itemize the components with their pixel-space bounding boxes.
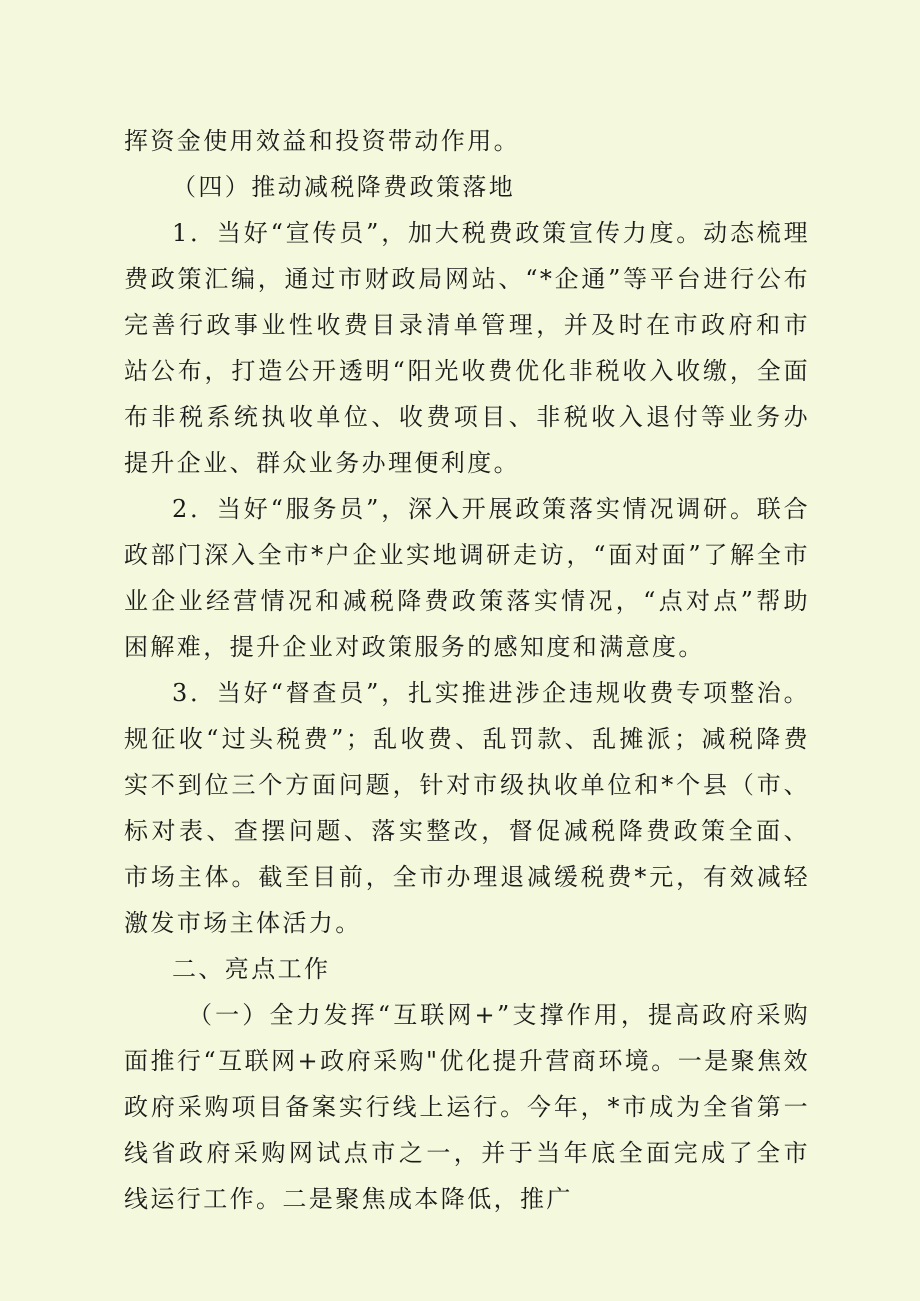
text-line: 费政策汇编，通过市财政局网站、“*企通”等平台进行公布 <box>124 265 810 293</box>
paragraph-first-line: 2．当好“服务员”，深入开展政策落实情况调研。联合 <box>172 495 810 523</box>
document-body <box>124 118 810 1222</box>
section-heading: （四）推动减税降费政策落地 <box>172 173 516 201</box>
text-line: 标对表、查摆问题、落实整改，督促减税降费政策全面、 <box>124 817 810 845</box>
text-line: 规征收“过头税费”；乱收费、乱罚款、乱摊派；减税降费 <box>124 725 810 753</box>
paragraph-first-line: 1．当好“宣传员”，加大税费政策宣传力度。动态梳理 <box>172 219 810 247</box>
text-line: 政府采购项目备案实行线上运行。今年，*市成为全省第一 <box>124 1093 810 1121</box>
text-line: 线运行工作。二是聚焦成本降低，推广 <box>124 1185 573 1213</box>
text-line: 政部门深入全市*户企业实地调研走访，“面对面”了解全市 <box>124 541 810 569</box>
paragraph-first-line: （一）全力发挥“互联网+”支撑作用，提高政府采购 <box>188 1001 810 1029</box>
text-line: 实不到位三个方面问题，针对市级执收单位和*个县（市、 <box>124 771 810 799</box>
text-line: 站公布，打造公开透明“阳光收费优化非税收入收缴，全面 <box>124 357 810 385</box>
text-line: 业企业经营情况和减税降费政策落实情况，“点对点”帮助 <box>124 587 810 615</box>
text-line: 市场主体。截至目前，全市办理退减缓税费*元，有效减轻 <box>124 863 810 891</box>
text-line: 提升企业、群众业务办理便利度。 <box>124 449 520 477</box>
section-heading: 二、亮点工作 <box>172 955 331 983</box>
text-line: 激发市场主体活力。 <box>124 909 362 937</box>
text-line: 完善行政事业性收费目录清单管理，并及时在市政府和市 <box>124 311 810 339</box>
text-line: 布非税系统执收单位、收费项目、非税收入退付等业务办 <box>124 403 810 431</box>
text-line: 挥资金使用效益和投资带动作用。 <box>124 127 520 155</box>
text-line: 困解难，提升企业对政策服务的感知度和满意度。 <box>124 633 705 661</box>
text-line: 面推行“互联网+政府采购"优化提升营商环境。一是聚焦效 <box>124 1047 810 1075</box>
text-line: 线省政府采购网试点市之一，并于当年底全面完成了全市 <box>124 1139 810 1167</box>
paragraph-first-line: 3．当好“督查员”，扎实推进涉企违规收费专项整治。 <box>172 679 810 707</box>
